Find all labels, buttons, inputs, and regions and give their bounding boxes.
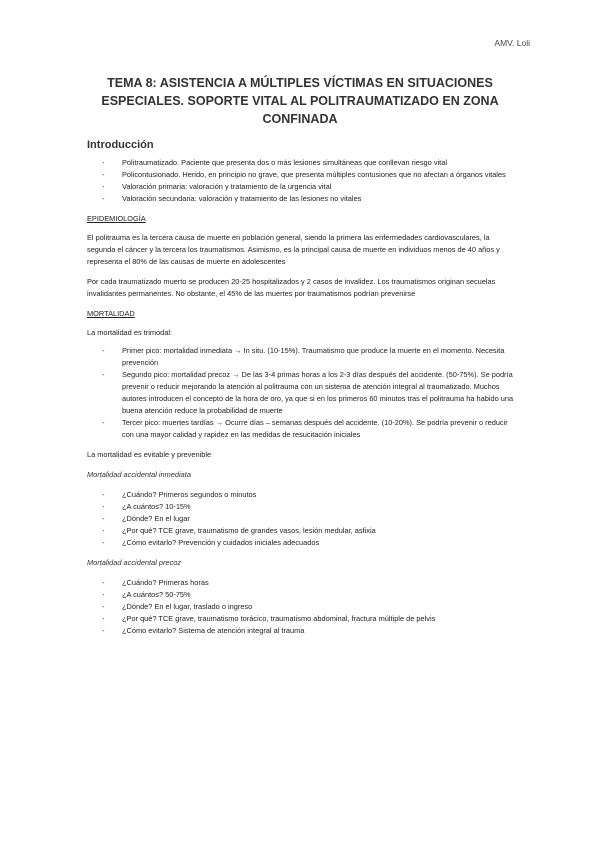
intro-heading: Introducción [87, 139, 154, 151]
epidemiologia-paragraph-2: Por cada traumatizado muerto se producen 20-25 hospitalizados y 2 casos de invalidez. Los traumatismos originan secuelas invalidantes permanentes. No obstante, el 45% de las muertes por traumatismos podrían prevenirse [87, 277, 496, 298]
list-item: - Policontusionado. Herido, en principio no grave, que presenta múltiples contusiones que no afectan a órganos vitales [87, 169, 517, 181]
mortalidad-heading: MORTALIDAD [87, 309, 135, 318]
page-title: TEMA 8: ASISTENCIA A MÚLTIPLES VÍCTIMAS EN SITUACIONES ESPECIALES. SOPORTE VITAL AL POLITRAUMATIZADO EN ZONA CONFINADA [101, 76, 499, 126]
epidemiologia-heading: EPIDEMIOLOGÍA [87, 214, 146, 223]
list-item: - Valoración primaria: valoración y tratamiento de la urgencia vital [87, 181, 517, 193]
epidemiologia-paragraph-1: El politrauma es la tercera causa de muerte en población general, siendo la primera las enfermedades cardiovasculares, la segunda el cáncer y la tercera los traumatismos. Asimismo, es la principal causa de muerte en individuos menos de 40 años y representa el 80% de las causas de muerte en adolescentes [87, 233, 500, 266]
list-item: - ¿Dónde? En el lugar [87, 513, 517, 525]
inmediata-list [87, 489, 517, 549]
list-item: - ¿Cuándo? Primeras horas [87, 577, 517, 589]
document-body [87, 139, 517, 637]
mortalidad-intro: La mortalidad es trimodal: [87, 328, 173, 337]
list-item: - Segundo pico: mortalidad precoz → De las 3-4 primas horas a los 2-3 días después del accidente. (50-75%). Se podría prevenir o reducir mejorando la atención al politrauma con un sistema de atención integral al traumatizado. Muchos autores introducen el concepto de la hora de oro, ya que si en los primeros 60 minutos tras el politrauma ha habido una buena atención reduce la probabilidad de muerte [87, 369, 517, 417]
list-item: - ¿Por qué? TCE grave, traumatismo torácico, traumatismo abdominal, fractura múltiple de pelvis [87, 613, 517, 625]
intro-list [87, 157, 517, 205]
list-item: - ¿Dónde? En el lugar, traslado o ingreso [87, 601, 517, 613]
precoz-heading: Mortalidad accidental precoz [87, 558, 182, 567]
mortalidad-note: La mortalidad es evitable y prevenible [87, 450, 212, 459]
list-item: - ¿Cuándo? Primeros segundos o minutos [87, 489, 517, 501]
mortalidad-list [87, 345, 517, 441]
list-item: - Politraumatizado. Paciente que presenta dos o más lesiones simultáneas que conllevan riesgo vital [87, 157, 517, 169]
list-item: - Valoración secundaria: valoración y tratamiento de las lesiones no vitales [87, 193, 517, 205]
author-label: AMV. Loli [494, 38, 530, 48]
list-item: - ¿Por qué? TCE grave, traumatismo de grandes vasos, lesión medular, asfixia [87, 525, 517, 537]
list-item: - ¿A cuántos? 50-75% [87, 589, 517, 601]
list-item: - Tercer pico: muertes tardías → Ocurre días – semanas después del accidente. (10-20%). Se podría prevenir o reducir con una mayor calidad y rapidez en las medidas de resucitación iniciales [87, 417, 517, 441]
precoz-list [87, 577, 517, 637]
inmediata-heading: Mortalidad accidental inmediata [87, 470, 191, 479]
list-item: - ¿A cuántos? 10-15% [87, 501, 517, 513]
list-item: - Primer pico: mortalidad inmediata → In situ. (10-15%). Traumatismo que produce la muerte en el momento. Necesita prevención [87, 345, 517, 369]
list-item: - ¿Cómo evitarlo? Prevención y cuidados iniciales adecuados [87, 537, 517, 549]
list-item: - ¿Cómo evitarlo? Sistema de atención integral al trauma [87, 625, 517, 637]
